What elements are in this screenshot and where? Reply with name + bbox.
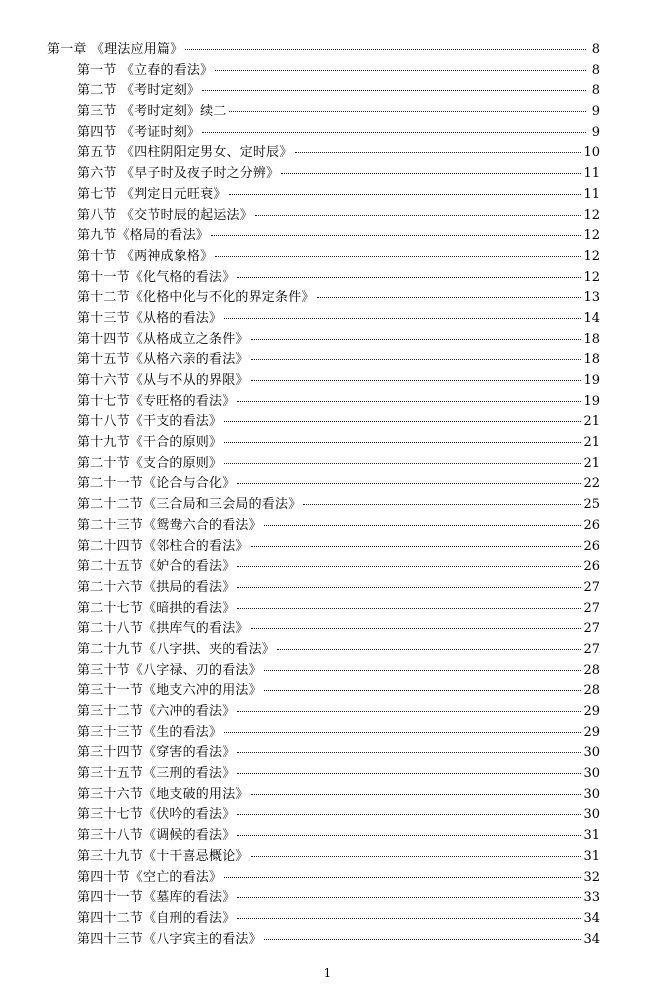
toc-entry-title: 第四十节《空亡的看法》: [77, 869, 223, 885]
toc-entry-page: 21: [583, 435, 600, 451]
toc-section-entry[interactable]: [0, 826, 655, 847]
toc-entry-page: 8: [591, 42, 600, 57]
toc-entry-page: 9: [591, 124, 600, 140]
toc-entry-page: 30: [583, 807, 600, 823]
toc-entry-title: 第一章 《理法应用篇》: [47, 42, 184, 57]
toc-entry-title: 第九节《格局的看法》: [77, 228, 210, 244]
table-of-contents: [0, 40, 655, 950]
dot-leader: [224, 442, 581, 443]
toc-section-entry[interactable]: [0, 640, 655, 661]
dot-leader: [237, 566, 581, 567]
toc-entry-title: 第十七节《专旺格的看法》: [77, 393, 236, 409]
dot-leader: [264, 525, 582, 526]
toc-chapter-entry[interactable]: [0, 40, 655, 61]
dot-leader: [295, 152, 582, 153]
toc-entry-page: 8: [591, 62, 600, 78]
toc-section-entry[interactable]: [0, 226, 655, 247]
toc-entry-page: 18: [583, 331, 600, 347]
toc-entry-page: 12: [583, 269, 600, 285]
dot-leader: [277, 649, 581, 650]
toc-entry-page: 29: [583, 704, 600, 719]
toc-section-entry[interactable]: [0, 681, 655, 702]
toc-section-entry[interactable]: [0, 433, 655, 454]
toc-entry-page: 11: [583, 166, 600, 182]
dot-leader: [237, 587, 581, 588]
toc-section-entry[interactable]: [0, 164, 655, 185]
toc-section-entry[interactable]: [0, 537, 655, 558]
dot-leader: [255, 215, 582, 216]
toc-entry-title: 第二十二节《三合局和三会局的看法》: [77, 497, 302, 513]
toc-entry-page: 12: [583, 207, 600, 223]
toc-entry-page: 26: [583, 538, 600, 554]
toc-entry-page: 27: [583, 641, 600, 657]
dot-leader: [251, 794, 582, 795]
toc-entry-page: 26: [583, 517, 600, 533]
toc-section-entry[interactable]: [0, 661, 655, 682]
toc-entry-page: 28: [583, 662, 600, 678]
toc-entry-title: 第一节 《立春的看法》: [77, 62, 214, 78]
toc-entry-page: 34: [583, 931, 600, 947]
dot-leader: [264, 690, 582, 691]
toc-entry-page: 28: [583, 683, 600, 699]
toc-section-entry[interactable]: [0, 702, 655, 723]
toc-entry-title: 第二十节《支合的原则》: [77, 455, 223, 471]
toc-section-entry[interactable]: [0, 185, 655, 206]
dot-leader: [237, 918, 581, 919]
toc-entry-page: 21: [583, 455, 600, 471]
toc-entry-title: 第三十四节《穿害的看法》: [77, 745, 236, 761]
toc-entry-page: 22: [583, 476, 600, 492]
dot-leader: [224, 877, 581, 878]
dot-leader: [224, 318, 581, 319]
toc-section-entry[interactable]: [0, 743, 655, 764]
dot-leader: [251, 380, 582, 381]
toc-entry-title: 第三节 《考时定刻》续二: [77, 104, 227, 120]
toc-entry-title: 第二十三节《鸳鸯六合的看法》: [77, 517, 262, 533]
toc-entry-title: 第三十六节《地支破的用法》: [77, 786, 249, 802]
toc-section-entry[interactable]: [0, 578, 655, 599]
toc-entry-page: 18: [583, 352, 600, 368]
toc-section-entry[interactable]: [0, 723, 655, 744]
toc-entry-page: 19: [583, 373, 600, 388]
toc-section-entry[interactable]: [0, 288, 655, 309]
toc-section-entry[interactable]: [0, 143, 655, 164]
toc-entry-title: 第二节 《考时定刻》: [77, 83, 201, 99]
toc-entry-title: 第四十三节《八字宾主的看法》: [77, 931, 262, 947]
dot-leader: [185, 49, 586, 50]
toc-entry-title: 第十八节《干支的看法》: [77, 414, 223, 430]
dot-leader: [215, 256, 581, 257]
dot-leader: [202, 90, 586, 91]
toc-entry-title: 第五节 《四柱阴阳定男女、定时辰》: [77, 145, 293, 161]
toc-entry-page: 27: [583, 579, 600, 595]
toc-section-entry[interactable]: [0, 102, 655, 123]
toc-entry-page: 8: [591, 83, 600, 99]
dot-leader: [237, 773, 581, 774]
toc-entry-page: 19: [583, 393, 600, 409]
toc-entry-title: 第四十二节《自刑的看法》: [77, 910, 236, 926]
toc-section-entry[interactable]: [0, 930, 655, 951]
toc-section-entry[interactable]: [0, 888, 655, 909]
toc-entry-title: 第七节 《判定日元旺衰》: [77, 186, 227, 202]
toc-entry-page: 11: [583, 186, 600, 202]
toc-entry-title: 第四十一节《墓库的看法》: [77, 890, 236, 906]
toc-entry-page: 31: [583, 848, 600, 864]
dot-leader: [211, 235, 581, 236]
toc-section-entry[interactable]: [0, 868, 655, 889]
toc-section-entry[interactable]: [0, 909, 655, 930]
toc-entry-page: 32: [583, 869, 600, 885]
toc-section-entry[interactable]: [0, 350, 655, 371]
dot-leader: [237, 277, 581, 278]
toc-entry-page: 33: [583, 890, 600, 906]
toc-entry-page: 27: [583, 600, 600, 616]
toc-entry-page: 34: [583, 910, 600, 926]
toc-section-entry[interactable]: [0, 764, 655, 785]
dot-leader: [317, 297, 582, 298]
dot-leader: [229, 194, 582, 195]
toc-entry-page: 29: [583, 724, 600, 740]
toc-section-entry[interactable]: [0, 847, 655, 868]
dot-leader: [264, 670, 582, 671]
toc-section-entry[interactable]: [0, 805, 655, 826]
toc-entry-title: 第三十七节《伏吟的看法》: [77, 807, 236, 823]
toc-section-entry[interactable]: [0, 412, 655, 433]
dot-leader: [251, 856, 582, 857]
toc-entry-page: 12: [583, 228, 600, 244]
dot-leader: [224, 732, 581, 733]
toc-section-entry[interactable]: [0, 247, 655, 268]
toc-entry-page: 30: [583, 745, 600, 761]
toc-entry-title: 第十节 《两神成象格》: [77, 248, 214, 264]
dot-leader: [251, 339, 582, 340]
dot-leader: [229, 111, 586, 112]
toc-entry-title: 第六节 《早子时及夜子时之分辨》: [77, 166, 280, 182]
toc-entry-page: 31: [583, 828, 600, 844]
dot-leader: [303, 504, 581, 505]
toc-entry-title: 第十三节《从格的看法》: [77, 310, 223, 326]
toc-section-entry[interactable]: [0, 454, 655, 475]
dot-leader: [237, 814, 581, 815]
dot-leader: [237, 401, 581, 402]
dot-leader: [264, 939, 582, 940]
toc-entry-page: 14: [583, 310, 600, 326]
toc-section-entry[interactable]: [0, 785, 655, 806]
toc-section-entry[interactable]: [0, 330, 655, 351]
toc-section-entry[interactable]: [0, 123, 655, 144]
toc-entry-title: 第四节 《考证时刻》: [77, 124, 201, 140]
toc-section-entry[interactable]: [0, 309, 655, 330]
toc-section-entry[interactable]: [0, 557, 655, 578]
toc-entry-title: 第二十一节《论合与合化》: [77, 476, 236, 492]
dot-leader: [237, 711, 581, 712]
toc-entry-title: 第二十九节《八字拱、夹的看法》: [77, 641, 276, 657]
toc-section-entry[interactable]: [0, 371, 655, 392]
dot-leader: [251, 546, 582, 547]
toc-entry-title: 第三十三节《生的看法》: [77, 724, 223, 740]
toc-entry-title: 第十六节《从与不从的界限》: [77, 373, 249, 388]
toc-entry-page: 30: [583, 786, 600, 802]
toc-entry-title: 第二十四节《邻柱合的看法》: [77, 538, 249, 554]
toc-entry-page: 26: [583, 559, 600, 575]
toc-entry-page: 10: [583, 145, 600, 161]
toc-entry-title: 第三十九节《十干喜忌概论》: [77, 848, 249, 864]
toc-section-entry[interactable]: [0, 516, 655, 537]
toc-entry-title: 第二十六节《拱局的看法》: [77, 579, 236, 595]
dot-leader: [224, 421, 581, 422]
toc-entry-title: 第十九节《干合的原则》: [77, 435, 223, 451]
toc-entry-title: 第三十五节《三刑的看法》: [77, 766, 236, 782]
toc-entry-page: 9: [591, 104, 600, 120]
dot-leader: [237, 608, 581, 609]
toc-section-entry[interactable]: [0, 619, 655, 640]
toc-section-entry[interactable]: [0, 599, 655, 620]
toc-entry-title: 第三十一节《地支六冲的用法》: [77, 683, 262, 699]
toc-entry-title: 第十四节《从格成立之条件》: [77, 331, 249, 347]
toc-entry-title: 第十二节《化格中化与不化的界定条件》: [77, 290, 315, 306]
toc-entry-title: 第十五节《从格六亲的看法》: [77, 352, 249, 368]
toc-entry-title: 第二十七节《暗拱的看法》: [77, 600, 236, 616]
toc-entry-page: 27: [583, 621, 600, 637]
dot-leader: [202, 132, 586, 133]
dot-leader: [237, 835, 581, 836]
dot-leader: [281, 173, 581, 174]
dot-leader: [224, 463, 581, 464]
toc-entry-page: 12: [583, 248, 600, 264]
dot-leader: [237, 897, 581, 898]
toc-entry-title: 第二十八节《拱库气的看法》: [77, 621, 249, 637]
toc-entry-page: 13: [583, 290, 600, 306]
dot-leader: [237, 483, 581, 484]
dot-leader: [251, 359, 582, 360]
toc-section-entry[interactable]: [0, 81, 655, 102]
toc-section-entry[interactable]: [0, 61, 655, 82]
toc-entry-page: 25: [583, 497, 600, 513]
toc-entry-title: 第三十二节《六冲的看法》: [77, 704, 236, 719]
toc-entry-title: 第十一节《化气格的看法》: [77, 269, 236, 285]
toc-entry-page: 21: [583, 414, 600, 430]
toc-entry-title: 第八节 《交节时辰的起运法》: [77, 207, 253, 223]
dot-leader: [237, 752, 581, 753]
page-number: 1: [323, 966, 332, 980]
toc-entry-page: 30: [583, 766, 600, 782]
toc-entry-title: 第二十五节《妒合的看法》: [77, 559, 236, 575]
toc-entry-title: 第三十八节《调候的看法》: [77, 828, 236, 844]
toc-section-entry[interactable]: [0, 495, 655, 516]
toc-section-entry[interactable]: [0, 268, 655, 289]
toc-section-entry[interactable]: [0, 474, 655, 495]
dot-leader: [251, 628, 582, 629]
dot-leader: [215, 70, 586, 71]
toc-section-entry[interactable]: [0, 392, 655, 413]
toc-section-entry[interactable]: [0, 206, 655, 227]
toc-entry-title: 第三十节《八字禄、刃的看法》: [77, 662, 262, 678]
